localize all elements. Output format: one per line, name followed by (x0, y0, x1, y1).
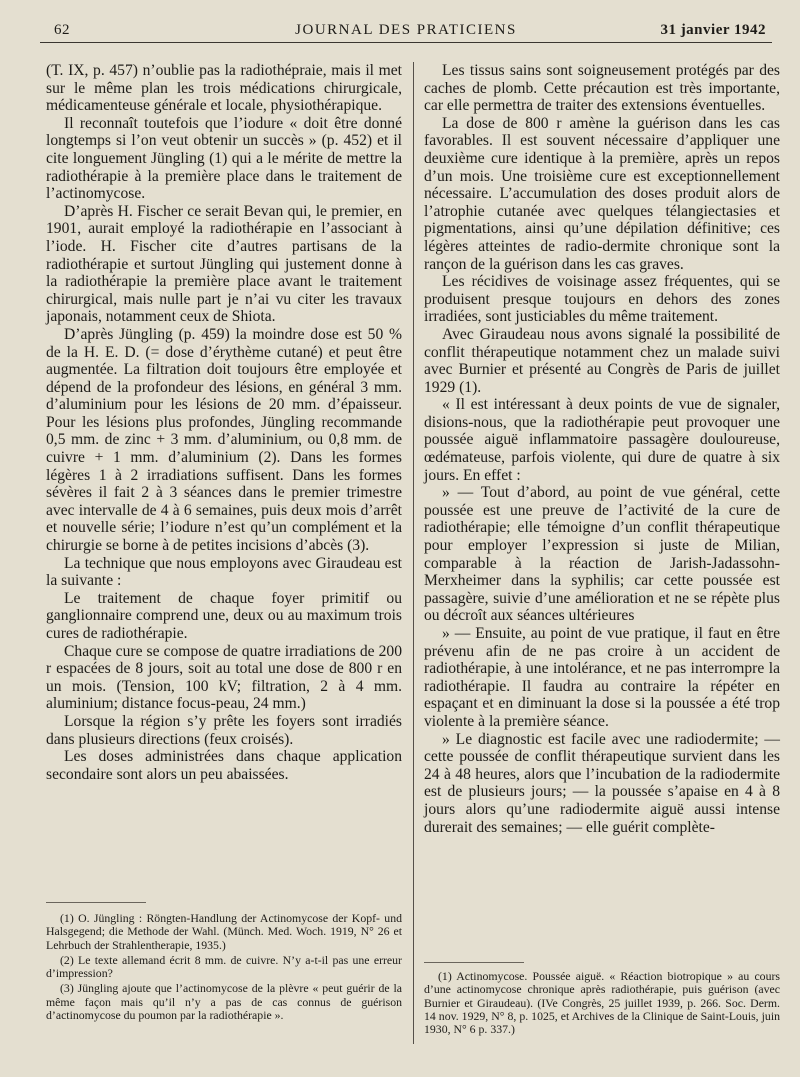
footnote: (1) Actinomycose. Poussée aiguë. « Réaction biotropique » au cours d’une actinomycose chronique après radiothérapie, puis guérison (avec Burnier et Giraudeau). (IVe Congrès, 25 juillet 1939, p. 266. Soc. Derm. 14 nov. 1929, N° 8, p. 1025, et Archives de la Clinique de Saint-Louis, juin 1930, N° 6 p. 337.) (424, 969, 780, 1037)
paragraph: D’après H. Fischer ce serait Bevan qui, le premier, en 1901, aurait employé la radiothérapie en l’associant à l’iode. H. Fischer cite d’autres partisans de la radiothérapie et surtout Jüngling qui justement donne à la radiothérapie la première place avant le traitement chirurgical, mais nulle part je n’ai vu citer les travaux japonais, notamment ceux de Shiota. (46, 202, 402, 326)
footnote-separator (46, 902, 146, 903)
paragraph: Chaque cure se compose de quatre irradiations de 200 r espacées de 8 jours, soit au total une dose de 800 r en un mois. (Tension, 100 kV; filtration, 2 à 4 mm. aluminium; distance focus-peau, 24 mm.) (46, 642, 402, 713)
paragraph: La technique que nous employons avec Giraudeau est la suivante : (46, 554, 402, 590)
right-column (424, 62, 780, 836)
column-divider (413, 62, 414, 1044)
paragraph: » — Tout d’abord, au point de vue général, cette poussée est une preuve de l’activité de la cure de radiothérapie; elle témoigne d’un conflit thérapeutique pour employer l’expression si juste de Milian, comparable à la réaction de Jarish-Jadassohn-Merxheimer dans la syphilis; car cette poussée est passagère, suivie d’une amélioration et ne se répète plus ou décroît aux séances ultérieures (424, 484, 780, 625)
paragraph: Lorsque la région s’y prête les foyers sont irradiés dans plusieurs directions (feux croisés). (46, 712, 402, 748)
issue-date: 31 janvier 1942 (660, 22, 766, 38)
paragraph: « Il est intéressant à deux points de vue de signaler, disions-nous, que la radiothérapie peut provoquer une poussée aiguë inflammatoire passagère douloureuse, œdémateuse, parfois violente, qui dure de quatre à six jours. En effet : (424, 396, 780, 484)
page-number: 62 (54, 22, 70, 38)
paragraph: Les doses administrées dans chaque application secondaire sont alors un peu abaissées. (46, 748, 402, 783)
left-footnotes (46, 912, 402, 1024)
paragraph: Le traitement de chaque foyer primitif ou ganglionnaire comprend une, deux ou au maximum trois cures de radiothérapie. (46, 589, 402, 642)
left-column (46, 62, 402, 783)
paragraph: La dose de 800 r amène la guérison dans les cas favorables. Il est souvent nécessaire d’appliquer une deuxième cure identique à la première, après un repos d’un mois. Une troisième cure est exceptionnellement nécessaire. L’accumulation des doses produit alors de l’atrophie cutanée avec quelques télangiectasies et pigmentations, ainsi qu’une dépilation définitive; ces légères atteintes de radio-dermite chronique sont la rançon de la guérison dans les cas graves. (424, 114, 780, 273)
page-header (40, 20, 772, 43)
footnote: (2) Le texte allemand écrit 8 mm. de cuivre. N’y a-t-il pas une erreur d’impression? (46, 952, 402, 981)
paragraph: » — Ensuite, au point de vue pratique, il faut en être prévenu afin de ne pas croire à un accident de radiothérapie, à une intolérance, et ne pas interrompre la radiothérapie. Il faudra au contraire la répéter en espaçant et en diminuant la dose si la poussée a été trop violente à la première séance. (424, 625, 780, 730)
paragraph: Avec Giraudeau nous avons signalé la possibilité de conflit thérapeutique notamment chez un malade suivi avec Burnier et présenté au Congrès de Paris de juillet 1929 (1). (424, 325, 780, 396)
footnote: (1) O. Jüngling : Röngten-Handlung der Actinomycose der Kopf- und Halsgegend; die Methode der Wahl. (Münch. Med. Woch. 1919, N° 26 et Lehrbuch der Strahlentherapie, 1935.) (46, 911, 402, 952)
paragraph: D’après Jüngling (p. 459) la moindre dose est 50 % de la H. E. D. (= dose d’érythème cutané) et peut être augmentée. La filtration doit toujours être employée et dépend de la profondeur des lésions, en général 3 mm. d’aluminium pour les lésions de 20 mm. d’épaisseur. Pour les lésions plus profondes, Jüngling recommande 0,5 mm. de zinc + 3 mm. d’aluminium, ou 0,8 mm. de cuivre + 1 mm. d’aluminium (2). Dans les formes légères 1 à 2 irradiations suffisent. Dans les formes sévères il fait 2 à 3 séances dans le premier trimestre avec intervalle de 4 à 6 semaines, puis deux mois d’arrêt et nouvelle série; l’iodure n’est qu’un complément et la chirurgie se borne à de petites incisions d’abcès (3). (46, 325, 402, 555)
footnote: (3) Jüngling ajoute que l’actinomycose de la plèvre « peut guérir de la même façon mais qu’il n’y a pas de cas connus de guérison d’actinomycose du poumon par la radiothérapie ». (46, 981, 402, 1023)
paragraph: Les récidives de voisinage assez fréquentes, qui se produisent presque toujours en dehors des zones irradiées, sont justiciables du même traitement. (424, 273, 780, 326)
journal-title: JOURNAL DES PRATICIENS (295, 22, 517, 38)
footnote-separator (424, 962, 524, 963)
paragraph: Les tissus sains sont soigneusement protégés par des caches de plomb. Cette précaution est très importante, car elle permettra de traiter des extensions éventuelles. (424, 62, 780, 115)
paragraph: » Le diagnostic est facile avec une radiodermite; — cette poussée de conflit thérapeutique survient dans les 24 à 48 heures, alors que l’incubation de la radiodermite est de plusieurs jours; — la poussée s’apaise en 4 à 8 jours alors qu’une radiodermite aiguë aussi intense durerait des semaines; — elle guérit complète- (424, 730, 780, 836)
right-footnotes (424, 970, 780, 1038)
paragraph: (T. IX, p. 457) n’oublie pas la radiothépraie, mais il met sur le même plan les trois médications chirurgicale, médicamenteuse générale et locale, physiothérapique. (46, 62, 402, 115)
paragraph: Il reconnaît toutefois que l’iodure « doit être donné longtemps si l’on veut obtenir un succès » (p. 452) et il cite longuement Jüngling (1) qui a le mérite de mettre la radiothérapie à la première place dans le traitement de l’actinomycose. (46, 114, 402, 203)
